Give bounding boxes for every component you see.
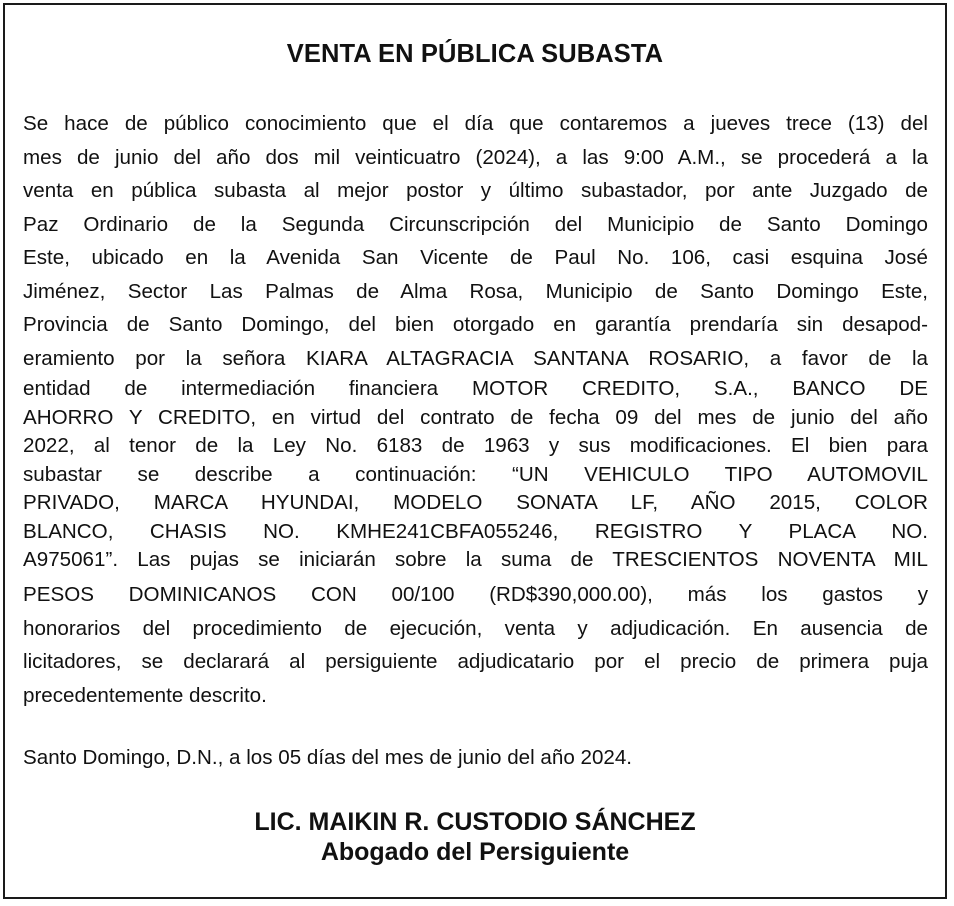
body-line: entidad de intermediación financiera MOTOR CREDITO, S.A., BANCO DE	[23, 377, 928, 400]
body-line: BLANCO, CHASIS NO. KMHE241CBFA055246, REGISTRO Y PLACA NO.	[23, 519, 928, 543]
body-line: Se hace de público conocimiento que el día que contaremos a jueves trece (13) del	[23, 112, 928, 135]
body-line: eramiento por la señora KIARA ALTAGRACIA SANTANA ROSARIO, a favor de la	[23, 346, 928, 370]
notice-body-part-2	[23, 375, 928, 575]
body-line: Provincia de Santo Domingo, del bien otorgado en garantía prendaría sin desapod-	[23, 313, 928, 336]
signature-name: LIC. MAIKIN R. CUSTODIO SÁNCHEZ	[254, 808, 696, 836]
body-line: Este, ubicado en la Avenida San Vicente de Paul No. 106, casi esquina José	[23, 246, 928, 269]
body-line: PESOS DOMINICANOS CON 00/100 (RD$390,000.00), más los gastos y	[23, 583, 928, 606]
notice-body-part-3	[23, 578, 928, 712]
body-line: honorarios del procedimiento de ejecución, venta y adjudicación. En ausencia de	[23, 616, 928, 640]
body-line: venta en pública subasta al mejor postor y último subastador, por ante Juzgado de	[23, 179, 928, 202]
closing-date-line: Santo Domingo, D.N., a los 05 días del mes de junio del año 2024.	[23, 746, 633, 769]
body-line: AHORRO Y CREDITO, en virtud del contrato de fecha 09 del mes de junio del año	[23, 405, 928, 429]
body-line: mes de junio del año dos mil veinticuatro (2024), a las 9:00 A.M., se procederá a la	[23, 145, 928, 169]
body-line: subastar se describe a continuación: “UN VEHICULO TIPO AUTOMOVIL	[23, 462, 928, 486]
notice-frame	[3, 3, 947, 899]
body-line: PRIVADO, MARCA HYUNDAI, MODELO SONATA LF, AÑO 2015, COLOR	[23, 491, 928, 514]
body-line: Paz Ordinario de la Segunda Circunscripción del Municipio de Santo Domingo	[23, 212, 928, 236]
body-line: Jiménez, Sector Las Palmas de Alma Rosa, Municipio de Santo Domingo Este,	[23, 279, 928, 303]
body-line: A975061”. Las pujas se iniciarán sobre la suma de TRESCIENTOS NOVENTA MIL	[23, 548, 928, 571]
body-line: licitadores, se declarará al persiguiente adjudicatario por el precio de primera puja	[23, 650, 928, 673]
signature-role: Abogado del Persiguiente	[320, 838, 630, 866]
signature-block	[5, 807, 945, 867]
notice-title: VENTA EN PÚBLICA SUBASTA	[286, 40, 664, 68]
notice-body-part-1	[23, 107, 928, 375]
body-line: precedentemente descrito.	[23, 683, 267, 707]
body-line: 2022, al tenor de la Ley No. 6183 de 1963 y sus modificaciones. El bien para	[23, 434, 928, 457]
